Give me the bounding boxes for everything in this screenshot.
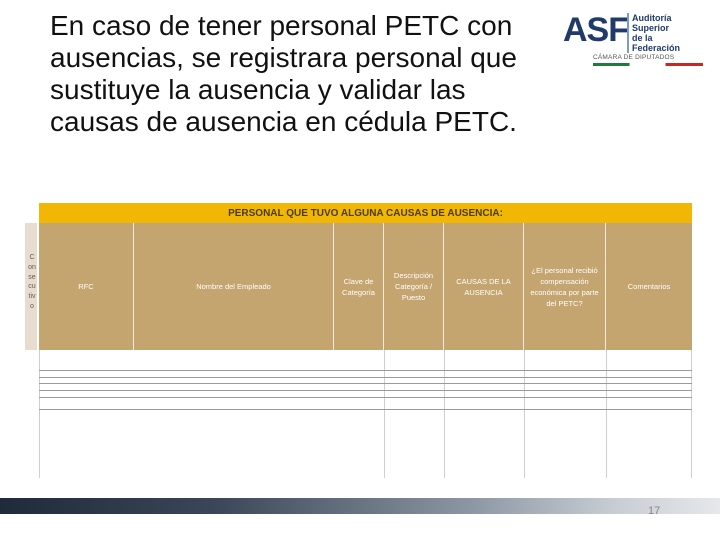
table-row [39,409,692,410]
table-body [39,350,692,478]
logo-line-2: Superior [632,23,670,33]
table-row [39,383,692,384]
page-number: 17 [648,505,661,517]
absence-table [25,203,692,478]
slide-title: En caso de tener personal PETC con ausencias, se registrara personal que sustituye la ausencia y validar las causas de ausencia en cédula PETC. [50,10,517,137]
logo-text [627,13,703,53]
logo-flag-stripe [593,63,703,66]
table-row [39,390,692,391]
consecutive-column [25,223,37,350]
table-header-row [39,223,692,350]
table-row [39,370,692,371]
logo-line-1: Auditoría [632,13,672,23]
consecutive-label: Consecutivo [28,254,36,310]
asf-logo [563,10,703,70]
column-header-employee-name: Nombre del Empleado [134,223,334,350]
column-header-comments: Comentarios [627,282,671,291]
column-header-rfc: RFC [39,223,134,350]
table-banner: PERSONAL QUE TUVO ALGUNA CAUSAS DE AUSENCIA: [39,203,692,223]
footer-bar [0,498,720,514]
column-header-category-code: Clave de Categoría [334,223,384,350]
logo-acronym: ASF [563,11,628,49]
table-row [39,397,692,398]
column-header-absence-causes: CAUSAS DE LA AUSENCIA [444,223,524,350]
logo-subtitle: CÁMARA DE DIPUTADOS [593,54,675,61]
column-header-compensation: ¿El personal recibió compensación económica por parte del PETC? [524,223,606,350]
logo-line-3: de la Federación [632,33,681,53]
table-row [39,377,692,378]
column-header-category-description: Descripción Categoría / Puesto [384,223,444,350]
